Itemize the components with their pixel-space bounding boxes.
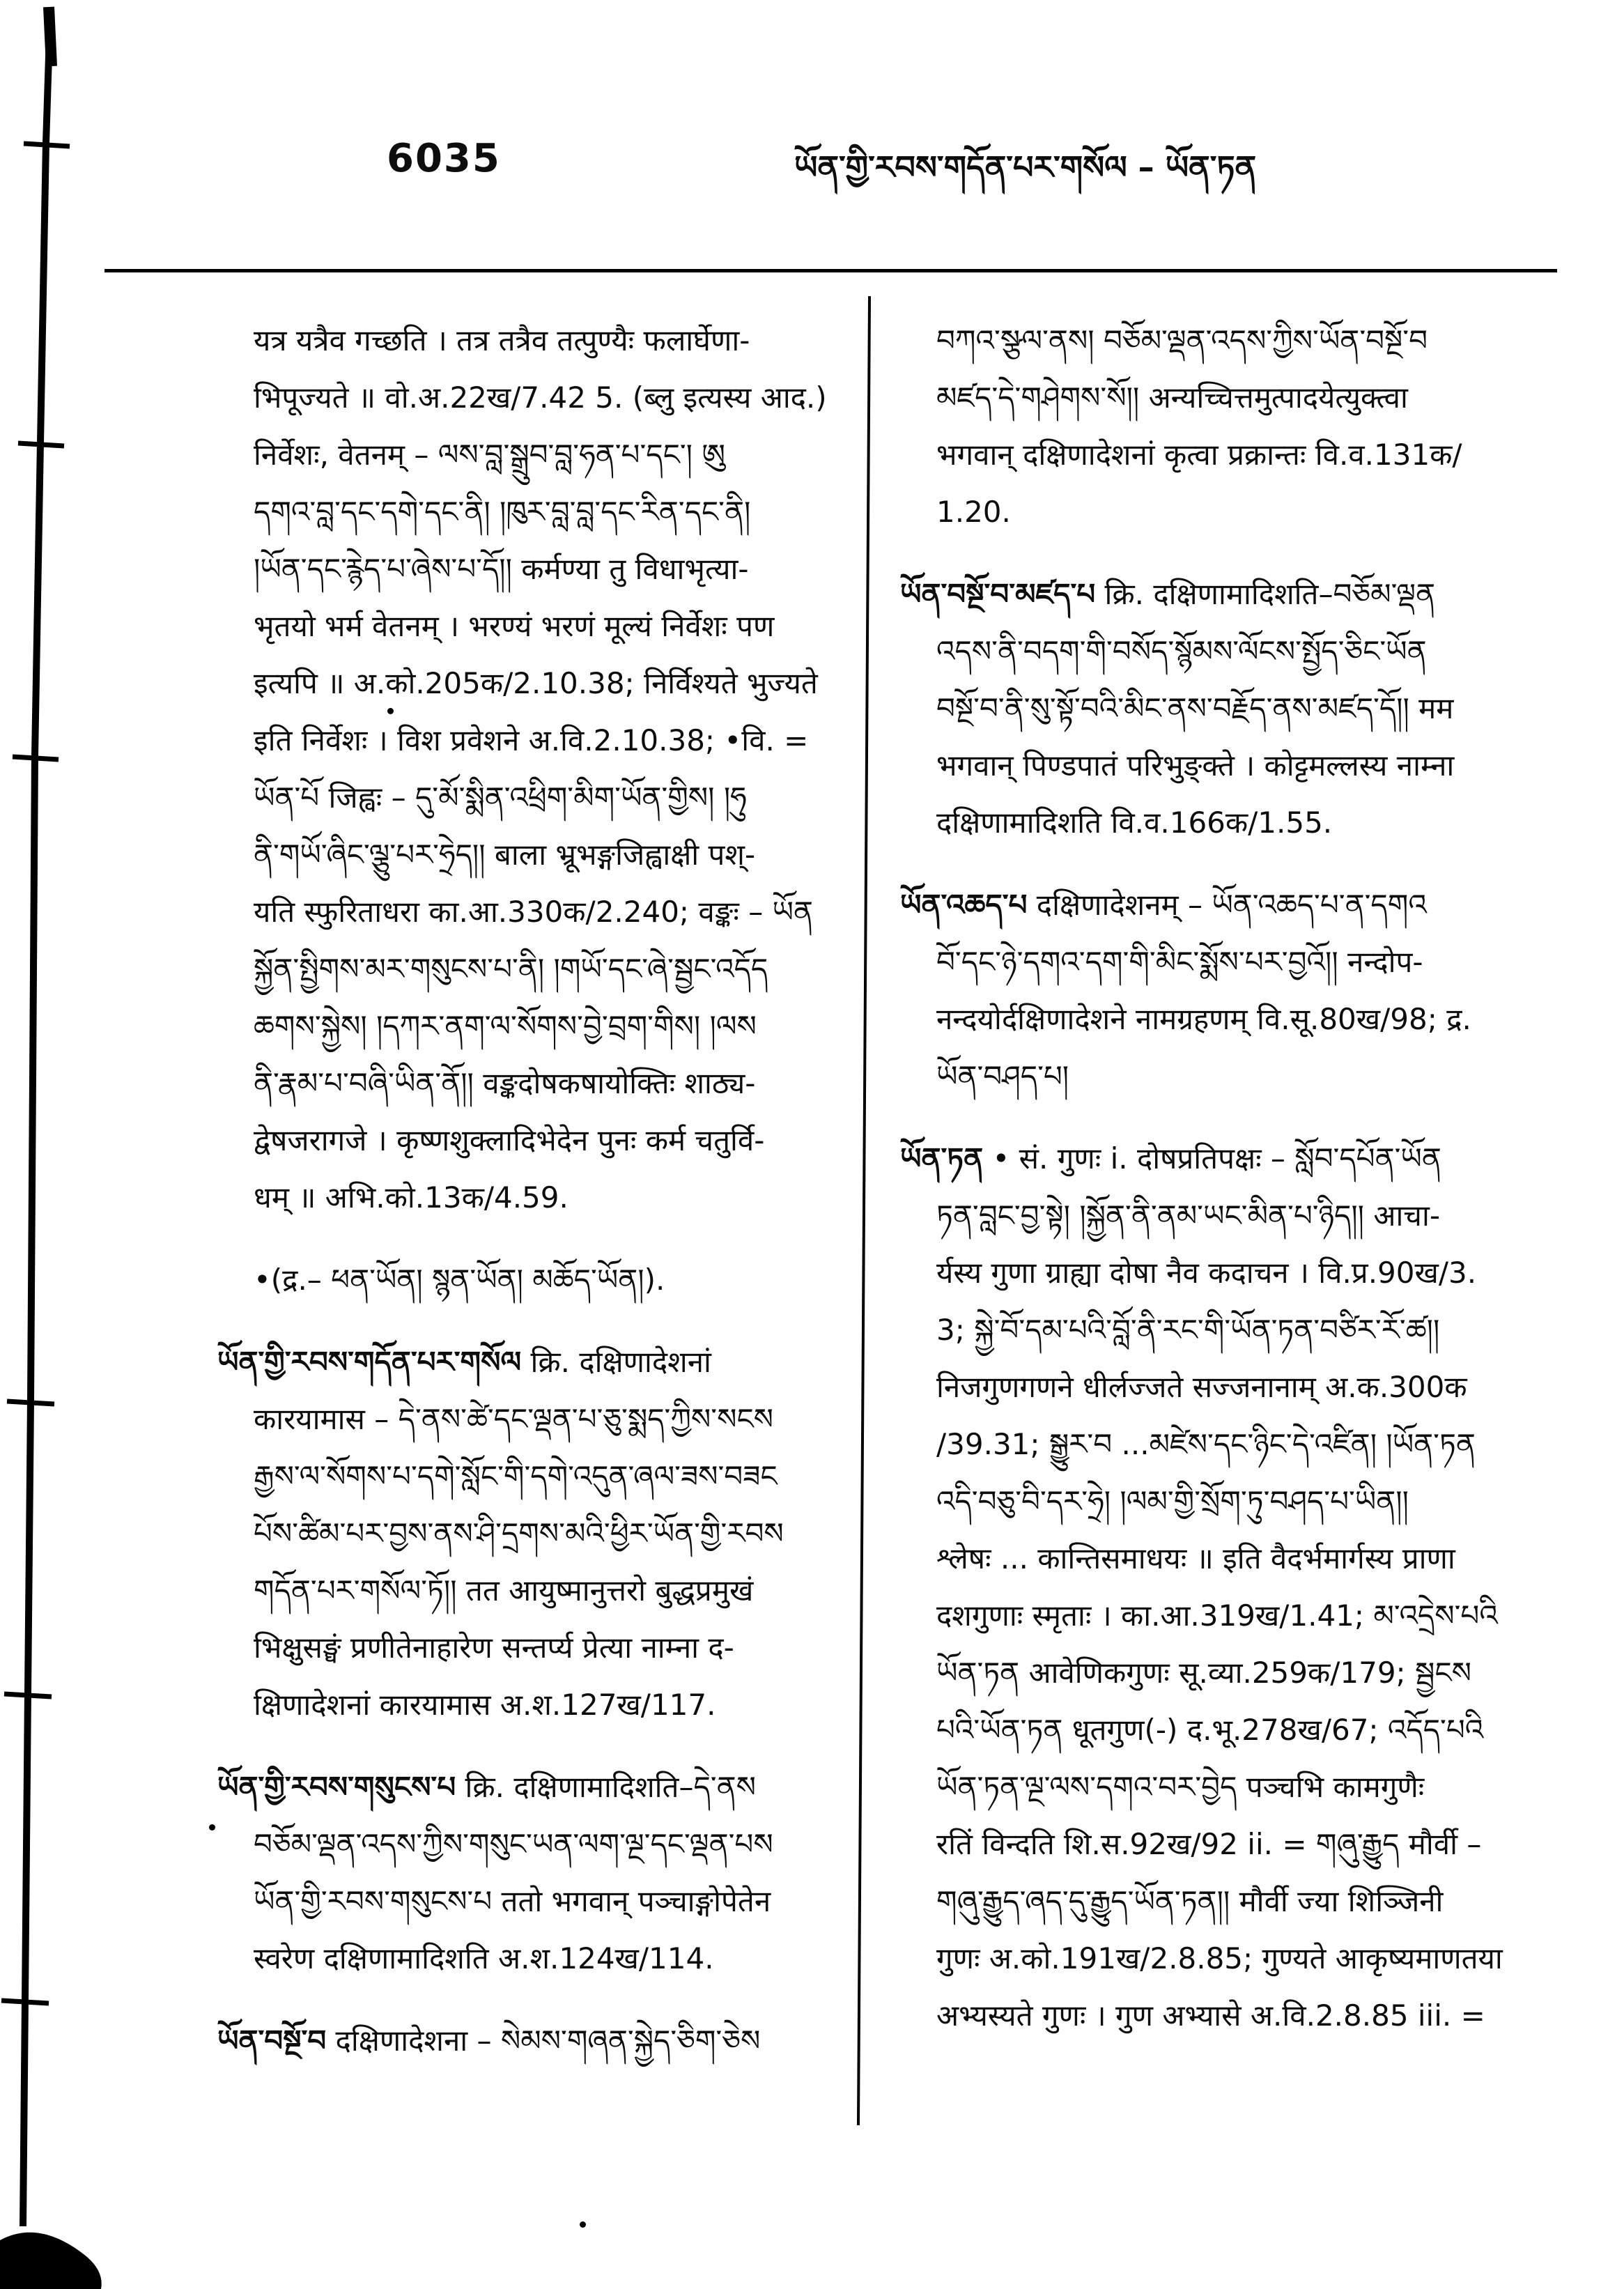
text-line: भृतयो भर्म वेतनम् । भरण्यं भरणं मूल्यं निर्वेशः पण — [254, 609, 775, 643]
dictionary-entry — [217, 1759, 806, 1987]
text-line: ནི་རྣམ་པ་བཞི་ཡིན་ནོ།། वङ्कदोषकषायोक्तिः शाठ्य- — [254, 1066, 756, 1100]
text-line: གདོན་པར་གསོལ་ཏོ།། तत आयुष्मानुत्तरो बुद्धप्रमुखं — [254, 1573, 754, 1608]
text-line: །ཡོན་དང་རྙེད་པ་ཞེས་པ་དོ།། कर्मण्या तु विधाभृत्या- — [254, 552, 749, 586]
right-column — [900, 312, 1562, 2044]
paragraph — [217, 312, 827, 1226]
entry-headword: ཡོན་གྱི་རབས་གསུངས་པ — [217, 1770, 456, 1804]
text-line: श्लेषः ... कान्तिसमाधयः ॥ इति वैदर्भमार्गस्य प्राणा — [936, 1541, 1455, 1575]
text-line: कारयामास – དེ་ནས་ཚེ་དང་ལྡན་པ་ཅུ་སྨད་ཀྱིས་སངས — [254, 1402, 774, 1436]
text-line: བཀའ་སྩལ་ནས། བཅོམ་ལྡན་འདས་ཀྱིས་ཡོན་བསྔོ་བ — [936, 323, 1428, 357]
text-line: अभ्यस्यते गुणः । गुण अभ्यासे अ.वि.2.8.85 iii. = — [936, 1998, 1485, 2033]
text-line: ཡོན་ཏན आवेणिकगुणः सू.व्या.259क/179; སྦྱངས — [936, 1656, 1471, 1690]
dictionary-entry — [217, 1334, 806, 1734]
left-column — [217, 312, 827, 2070]
text-line: གཞུ་རྒྱུད་ཞད་དུ་རྒྱུད་ཡོན་ཏན།། मौर्वी ज्या शिञ्जिनी — [936, 1884, 1444, 1918]
scan-binding-artifact — [0, 0, 167, 2289]
text-line: ཡོན་ཏན་ལྔ་ལས་དགའ་བར་བྱེད पञ्चभि कामगुणैः — [936, 1770, 1425, 1804]
text-line: ཡོན་པོ जिह्वः – དུ་མོ་སྨིན་འཕྲིག་མིག་ཡོན་གྱིས། །ཧུ — [254, 780, 747, 815]
text-line: निर्वेशः, वेतनम् – ལས་བླ་སྒྲུབ་བླ་ཧན་པ་དང་། ཨུ — [254, 438, 725, 472]
text-line: द्वेषजरागजे । कृष्णशुक्लादिभेदेन पुनः कर्म चतुर्वि- — [254, 1123, 765, 1157]
text-line: རྒྱས་ལ་སོགས་པ་དགེ་སློང་གི་དགེ་འདུན་ཞལ་ཟས་བཟང — [254, 1459, 778, 1493]
text-line: दक्षिणामादिशति वि.व.166क/1.55. — [936, 806, 1333, 840]
text-line: བོ་དང་ཉེ་དགའ་དག་གི་མིང་སྨོས་པར་བྱའོ།། नन्दोप- — [936, 945, 1423, 979]
text-line: དགའ་བླ་དང་དགེ་དང་ནི། །ཁུར་བླ་བླ་དང་རིན་དང་ནི། — [254, 495, 751, 529]
text-line: ཡོན་ཏན • सं. गुणः i. दोषप्रतिपक्षः – སློབ་དཔོན་ཡོན — [900, 1141, 1441, 1176]
text-line: •(द्र.– ཕན་ཡོན། སྙན་ཡོན། མཆོད་ཡོན།). — [254, 1263, 665, 1297]
dictionary-entry — [900, 877, 1562, 1105]
text-line: ཆགས་སྐྱེས། །དཀར་ནག་ལ་སོགས་བྱེ་བྲག་གིས། །ལས — [254, 1009, 757, 1043]
paragraph — [217, 1251, 806, 1309]
text-line: འདི་བཅུ་བི་དར་ཧྲེ། །ལམ་གྱི་སྲོག་ཏུ་བཤད་པ་ཡིན།། — [936, 1484, 1409, 1518]
dictionary-entry — [900, 566, 1562, 851]
entry-headword: ཡོན་འཆད་པ — [900, 888, 1028, 922]
text-line: པའི་ཡོན་ཏན धूतगुण(-) द.भू.278ख/67; འདོད་པའི — [936, 1713, 1484, 1747]
text-line: ཡོན་གྱི་རབས་གསུངས་པ ततो भगवान् पञ्चाङ्गोपेतेन — [254, 1884, 771, 1918]
entry-headword: ཡོན་གྱི་རབས་གདོན་པར་གསོལ — [217, 1345, 522, 1379]
paragraph — [900, 312, 1562, 541]
text-line: བསྔོ་བ་ནི་སུ་སྟོ་བའི་མིང་ནས་བརྗོད་ནས་མཛད་དོ།། मम — [936, 691, 1454, 725]
text-line: यत्र यत्रैव गच्छति । तत्र तत्रैव तत्पुण्यैः फलार्घेणा- — [254, 323, 750, 357]
text-line: भगवान् दक्षिणादेशनां कृत्वा प्रक्रान्तः वि.व.131क/ — [936, 438, 1462, 472]
text-line: པོས་ཚིམ་པར་བྱས་ནས་ཤི་དྲགས་མའི་ཕྱིར་ཡོན་གྱི་རབས — [254, 1516, 784, 1550]
scan-dot — [580, 2221, 586, 2228]
text-line: धम् ॥ अभि.को.13क/4.59. — [254, 1180, 569, 1215]
entry-headword: ཡོན་ཏན — [900, 1141, 984, 1176]
text-line: भिक्षुसङ्घं प्रणीतेनाहारेण सन्तर्प्य प्रेत्या नाम्ना द- — [254, 1631, 734, 1665]
text-line: यति स्फुरिताधरा का.आ.330क/2.240; वङ्कः – ཡོན — [254, 895, 814, 929]
text-line: ནི་གཡོ་ཞིང་ལྕུ་པར་ཧྲེད།། बाला भ्रूभङ्गजिह्वाक्षी पश्- — [254, 838, 756, 872]
text-line: བཅོམ་ལྡན་འདས་ཀྱིས་གསུང་ཡན་ལག་ལྔ་དང་ལྡན་པས — [254, 1827, 773, 1861]
dictionary-entry — [900, 1130, 1562, 2044]
text-line: ཡོན་གྱི་རབས་གདོན་པར་གསོལ क्रि. दक्षिणादेशनां — [217, 1345, 711, 1379]
text-line: ཡོན་གྱི་རབས་གསུངས་པ क्रि. दक्षिणामादिशति–དེ་ནས — [217, 1770, 756, 1804]
text-line: स्वरेण दक्षिणामादिशति अ.श.124ख/114. — [254, 1941, 714, 1975]
text-line: 1.20. — [936, 495, 1011, 529]
text-line: क्षिणादेशनां कारयामास अ.श.127ख/117. — [254, 1688, 716, 1722]
text-line: /39.31; སྒྱུར་བ ...མཛེས་དང་ཉིང་དེ་འཛིན། །ཡོན་ཏན — [936, 1427, 1476, 1461]
text-line: दशगुणाः स्मृताः । का.आ.319ख/1.41; མ་འདྲེས་པའི — [936, 1598, 1498, 1633]
text-line: भगवान् पिण्डपातं परिभुङ्क्ते । कोट्टमल्लस्य नाम्ना — [936, 748, 1455, 783]
text-line: र्यस्य गुणा ग्राह्या दोषा नैव कदाचन । वि.प्र.90ख/3. — [936, 1256, 1477, 1290]
running-head: ཡོན་གྱི་རབས་གདོན་པར་གསོལ – ཡོན་ཏན — [794, 148, 1257, 186]
text-line: इति निर्वेशः । विश प्रवेशने अ.वि.2.10.38; •वि. = — [254, 723, 809, 757]
text-line: འདས་ནི་བདག་གི་བསོད་སྙོམས་ལོངས་སྤྱོད་ཅིང་ཡོན — [936, 634, 1427, 668]
text-line: नन्दयोर्दक्षिणादेशने नामग्रहणम् वि.सू.80ख/98; द्र. — [936, 1002, 1471, 1036]
text-line: ཡོན་བསྔོ་བ दक्षिणादेशना – སེམས་གཞན་སྐྱེད་ཅིག་ཅེས — [217, 2024, 761, 2058]
text-line: इत्यपि ॥ अ.को.205क/2.10.38; निर्विश्यते भुज्यते — [254, 666, 818, 700]
text-line: སྐྱོན་སྤྱིགས་མར་གསུངས་པ་ནི། །གཡོ་དང་ཞེ་སྦྱང་འདོད — [254, 952, 768, 986]
header-rule — [105, 269, 1557, 272]
text-line: ཏན་བླང་བྱ་སྟེ། །སྐྱོན་ནི་ནམ་ཡང་མིན་པ་ཉིད།། आचा- — [936, 1199, 1440, 1233]
entry-headword: ཡོན་བསྔོ་བ་མཛད་པ — [900, 577, 1096, 611]
page-number: 6035 — [387, 136, 501, 181]
text-line: निजगुणगणने धीर्लज्जते सज्जनानाम् अ.क.300क — [936, 1370, 1467, 1404]
text-line: रतिं विन्दति शि.स.92ख/92 ii. = གཞུ་རྒྱུད मौर्वी – — [936, 1827, 1482, 1861]
dictionary-entry — [217, 2012, 806, 2070]
text-line: भिपूज्यते ॥ वो.अ.22ख/7.42 5. (ब्लु इत्यस्य आद.) — [254, 380, 827, 415]
text-line: ཡོན་བཤད་པ། — [936, 1059, 1069, 1093]
text-line: 3; སྐྱེ་བོ་དམ་པའི་བློ་ནི་རང་གི་ཡོན་ཏན་བཙིར་རོ་ཚ།། — [936, 1313, 1440, 1347]
text-line: ཡོན་འཆད་པ दक्षिणादेशनम् – ཡོན་འཆད་པ་ན་དགའ — [900, 888, 1427, 922]
text-line: गुणः अ.को.191ख/2.8.85; गुण्यते आकृष्यमाणतया — [936, 1941, 1503, 1975]
text-line: མཛད་དེ་གཤེགས་སོ།། अन्यच्चित्तमुत्पादयेत्युक्त्वा — [936, 380, 1408, 415]
column-divider — [857, 296, 871, 2125]
entry-headword: ཡོན་བསྔོ་བ — [217, 2024, 327, 2058]
scan-dot — [209, 1824, 215, 1831]
text-line: ཡོན་བསྔོ་བ་མཛད་པ क्रि. दक्षिणामादिशति–བཅོམ་ལྡན — [900, 577, 1436, 611]
